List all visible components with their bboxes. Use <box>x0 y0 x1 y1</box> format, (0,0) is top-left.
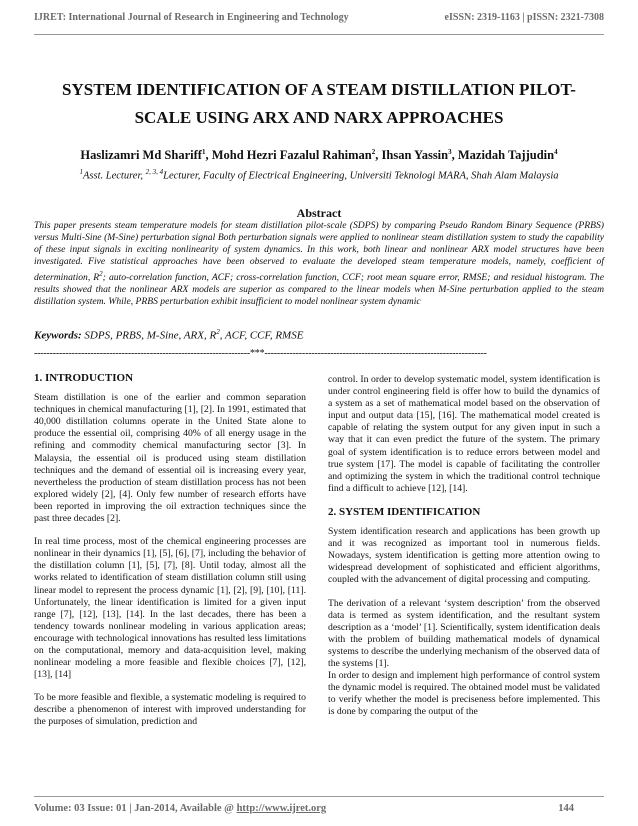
journal-name: IJRET: International Journal of Research in Engineering and Technology <box>34 12 349 23</box>
footer-rule <box>34 796 604 797</box>
system-identification-heading: 2. SYSTEM IDENTIFICATION <box>328 505 481 518</box>
affil-sup-2: 2, 3, 4 <box>145 168 164 176</box>
introduction-heading: 1. INTRODUCTION <box>34 372 134 384</box>
author-2-sup: 2 <box>371 148 376 156</box>
author-4-sup: 4 <box>554 148 558 156</box>
running-header <box>34 12 604 23</box>
keywords-label: Keywords: <box>34 329 82 342</box>
footer-volume: Volume: 03 Issue: 01 | Jan-2014, Available @ <box>34 803 237 814</box>
title-line-2: SCALE USING ARX AND NARX APPROACHES <box>134 108 504 127</box>
keywords <box>34 328 604 342</box>
header-rule <box>34 34 604 35</box>
affil-sup-1: 1 <box>79 168 84 176</box>
author-4: Mazidah Tajjudin <box>457 148 555 163</box>
abstract-text-1: This paper presents steam temperature models for steam distillation pilot-scale (SDPS) by comparing Pseudo Random Binary Sequence (PRBS) versus Multi-Sine (M-Sine) perturbation signal Both perturbation signals were applied to nonlinear steam distillation system to study the capability of these input signals in exciting nonlinearity of system dynamics. In this work, both linear and nonlinear ARX model structures have been investigated. Five statistical approaches have been observed to evaluate the developed steam temperature models, namely, coefficient of determination, R <box>34 220 604 284</box>
section-separator: ---------------------------------------------------------------------***----------------------------------------------------------------------- <box>34 348 487 359</box>
abstract-heading: Abstract <box>296 206 342 220</box>
author-3-sup: 3 <box>448 148 452 156</box>
intro-paragraph-1: Steam distillation is one of the earlier and common separation techniques in chemical manufacturing [1], [2]. In 1991, estimated that 40,000 distillation columns operate in the United State alone to produce the essential oil, comprising 40% of all energy usage in the refining and commodity chemical manufacturing sector [3]. In Malaysia, the essential oil is produced using steam distillation techniques and the demand of essential oil is increasing every year, nevertheless the production of steam distillation process has not been explored widely [2], [4]. Only few number of research efforts have been reported in improving the oil extraction techniques since the past three decades [2]. <box>34 392 306 525</box>
keywords-sup: 2 <box>216 328 220 336</box>
right-column <box>328 374 600 729</box>
page-number: 144 <box>558 803 574 814</box>
affiliation <box>34 168 604 182</box>
paper-title <box>40 76 598 132</box>
left-column <box>34 372 306 740</box>
keywords-text-2: , ACF, CCF, RMSE <box>219 329 304 342</box>
affil-part-1: Asst. Lecturer, <box>83 170 144 182</box>
intro-paragraph-2: In real time process, most of the chemical engineering processes are nonlinear in their dynamics [1], [5], [6], [7], including the behavior of the distillation column [1], [5], [7], [8]. Until today, almost all the works related to identification of steam distillation column still using linear model to represent the process dynamic [1], [2], [9], [10], [11]. Unfortunately, the linear identification is limited for a given input range [7], [12], [13], [14]. In the last decades, there has been a tendency towards nonlinear modeling in various application areas; encourage with technological innovations has resulted less limitations on the computational, memory and data-acquisition level, making nonlinear modeling a more feasible and flexible choices [7], [12], [13], [14] <box>34 536 306 681</box>
abstract-text-2: ; auto-correlation function, ACF; cross-correlation function, CCF; root mean square error, RMSE; and residual histogram. The results showed that the nonlinear ARX models are superior as compared to the linear models when M-Sine perturbation applied to the steam distillation system. While, PRBS perturbation exhibit insufficient to model nonlinear system dynamic <box>34 272 604 308</box>
page-footer <box>34 803 604 814</box>
keywords-text-1: SDPS, PRBS, M-Sine, ARX, R <box>81 329 217 342</box>
issn: eISSN: 2319-1163 | pISSN: 2321-7308 <box>444 12 604 23</box>
author-2: Mohd Hezri Fazalul Rahiman <box>211 148 372 163</box>
author-1: Haslizamri Md Shariff <box>80 148 202 163</box>
intro-paragraph-3: To be more feasible and flexible, a systematic modeling is required to describe a phenomenon of interest with improved understanding for the purposes of simulation, prediction and <box>34 692 306 728</box>
sysid-paragraph-2: The derivation of a relevant ‘system description’ from the observed data is termed as system identification, and the resultant system description as a ‘model’ [1]. Scientifically, system identification deals with the problem of building mathematical models of dynamical systems to describe the underlying mechanism of the observed data of the systems [1]. <box>328 597 600 669</box>
footer-link[interactable]: http://www.ijret.org <box>236 803 327 814</box>
affil-part-2: Lecturer, Faculty of Electrical Engineering, Universiti Teknologi MARA, Shah Alam Malaysia <box>163 170 559 182</box>
title-line-1: SYSTEM IDENTIFICATION OF A STEAM DISTILLATION PILOT- <box>62 80 576 99</box>
intro-paragraph-4: control. In order to develop systematic model, system identification is under control engineering field is offer how to build the dynamics of a system as a set of mathematical model based on the observation of input and output data [15], [16]. The mathematical model created is capable of relating the system output for any given input in such a way that it can even predict the future of the system. The primary goal of system identification is to reduce errors between model and true system [17]. The model is capable of facilitating the controller and optimizing the system in which the traditional control technique find a difficult to achieve [12], [14]. <box>328 374 600 494</box>
author-1-sup: 1 <box>201 148 206 156</box>
abstract-sup: 2 <box>99 270 103 278</box>
sysid-paragraph-3: In order to design and implement high performance of control system the dynamic model is required. The obtained model must be validated to verify whether the model is preciseness before implemented. This is done by comparing the output of the <box>328 670 600 718</box>
sysid-paragraph-1: System identification research and applications has been growth up and it was recognized as important tool in numerous fields. Nowadays, system identification is getting more attention owing to widespread development of sophisticated and efficient algorithms, coupled with the advancement of digital processing and computing. <box>328 526 600 586</box>
author-list: Haslizamri Md Shariff$^1$, Mohd Hezri Fazalul Rahiman$^2$, Ihsan Yassin$^3$, Mazidah Tajjudin$^4$ <box>80 148 558 163</box>
abstract-body <box>34 220 604 308</box>
author-3: Ihsan Yassin <box>381 148 449 163</box>
